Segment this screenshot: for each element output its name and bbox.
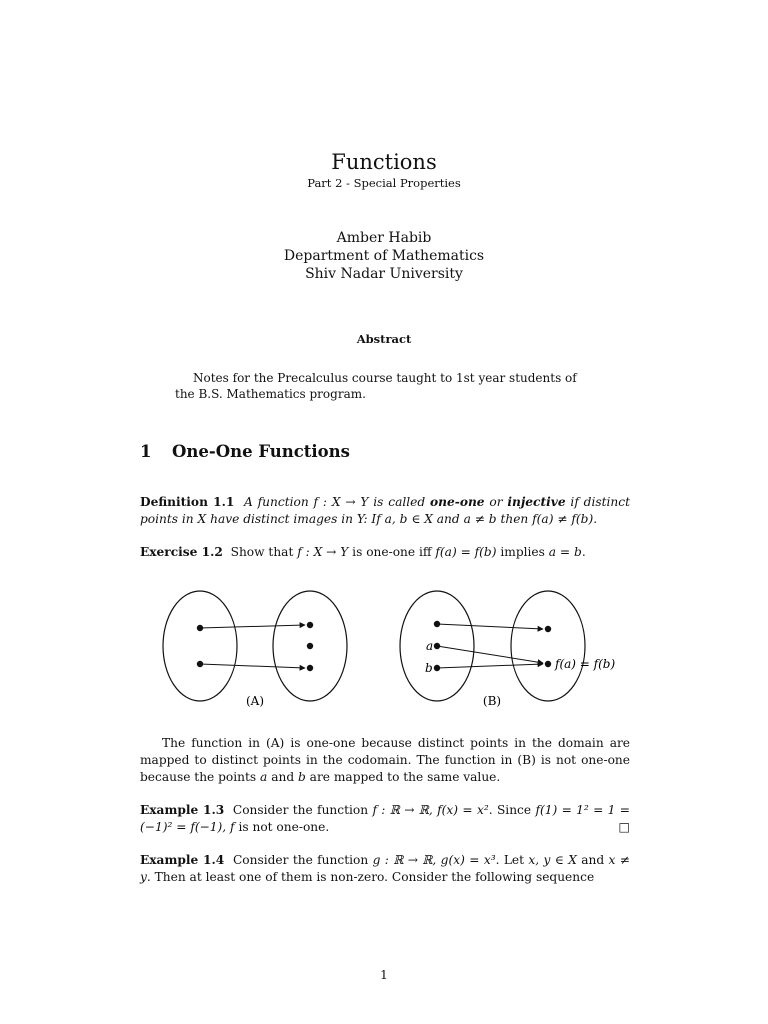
example-1-3 [140,802,630,836]
example-text: and [576,853,609,867]
math: f(a) ≠ f(b) [532,512,594,526]
mapping-arrow [437,624,543,629]
example-text: . Let [495,853,529,867]
mapping-arrow [200,625,305,628]
page-number: 1 [380,968,388,982]
math: g : ℝ → ℝ, g(x) = x³ [372,853,496,867]
abstract-body: Notes for the Precalculus course taught to 1st year students of the B.S. Mathematics program. [175,371,577,401]
math: a ≠ b [463,512,497,526]
definition-1-1 [140,494,630,528]
mapping-arrow [437,664,543,668]
example-text: Consider the function [232,853,373,867]
definition-text: if distinct points in [140,495,630,526]
caption-b: (B) [482,694,502,708]
definition-label: Definition 1.1 [140,495,235,509]
exercise-text: is one-one iff [348,545,436,559]
label-a: a [426,639,434,653]
point [307,622,313,628]
section-number: 1 [140,442,152,461]
example-text: . Since [488,803,536,817]
example-label: Example 1.3 [140,803,225,817]
definition-text: then [496,512,533,526]
math: a = b [548,545,582,559]
math: b [298,770,306,784]
example-text: Consider the function [232,803,373,817]
codomain-ellipse-b [511,591,585,701]
function-diagram [0,580,768,715]
explanation-paragraph [140,735,630,786]
abstract-heading: Abstract [356,332,412,346]
qed-symbol: □ [618,820,630,834]
label-fa-equals-fb: f(a) = f(b) [555,657,616,671]
point [307,643,313,649]
paragraph-text: are mapped to the same value. [305,770,501,784]
math: Y [356,512,364,526]
definition-text: : If [363,512,385,526]
definition-text: and [432,512,464,526]
exercise-text: . [581,545,586,559]
point-fab [545,661,551,667]
definition-text: A function [244,495,314,509]
mapping-arrow [200,664,305,668]
section-heading [140,442,350,461]
author-university: Shiv Nadar University [305,266,463,282]
paper-subtitle: Part 2 - Special Properties [307,176,461,190]
math: x ≠ y [140,853,631,884]
example-text: is not one-one. [234,820,330,834]
exercise-text: Show that [230,545,298,559]
example-label: Example 1.4 [140,853,225,867]
math: X [197,512,207,526]
exercise-text: implies [496,545,549,559]
math: a, b ∈ X [384,512,433,526]
author-department: Department of Mathematics [283,248,485,264]
paper-title: Functions [331,150,437,174]
paragraph-text: and [267,770,298,784]
domain-ellipse-a [163,591,237,701]
keyword-injective: injective [507,495,566,509]
exercise-label: Exercise 1.2 [140,545,223,559]
label-b: b [425,661,433,675]
point [307,665,313,671]
math: f(1) = 1² = 1 = (−1)² = f(−1), f [140,803,630,834]
math: f(a) = f(b) [435,545,497,559]
definition-text: have distinct images in [206,512,357,526]
point [545,626,551,632]
definition-text: . [593,512,598,526]
math: x, y ∈ X [528,853,577,867]
caption-a: (A) [245,694,265,708]
exercise-1-2 [140,544,630,561]
math: f : X → Y [313,495,369,509]
paragraph-text: The function in (A) is one-one because distinct points in the domain are mapped to distinct points in the codomain. The function in (B) is not one-one because the points [140,736,630,784]
author-name: Amber Habib [336,230,432,246]
definition-text: or [484,495,508,509]
math: f : X → Y [297,545,349,559]
definition-text: is called [368,495,431,509]
example-1-4 [140,852,630,886]
section-title: One-One Functions [172,442,350,461]
mapping-arrow [437,646,543,663]
keyword-one-one: one-one [430,495,485,509]
math: a [260,770,268,784]
math: f : ℝ → ℝ, f(x) = x² [372,803,489,817]
example-text: . Then at least one of them is non-zero. Consider the following sequence [146,870,595,884]
